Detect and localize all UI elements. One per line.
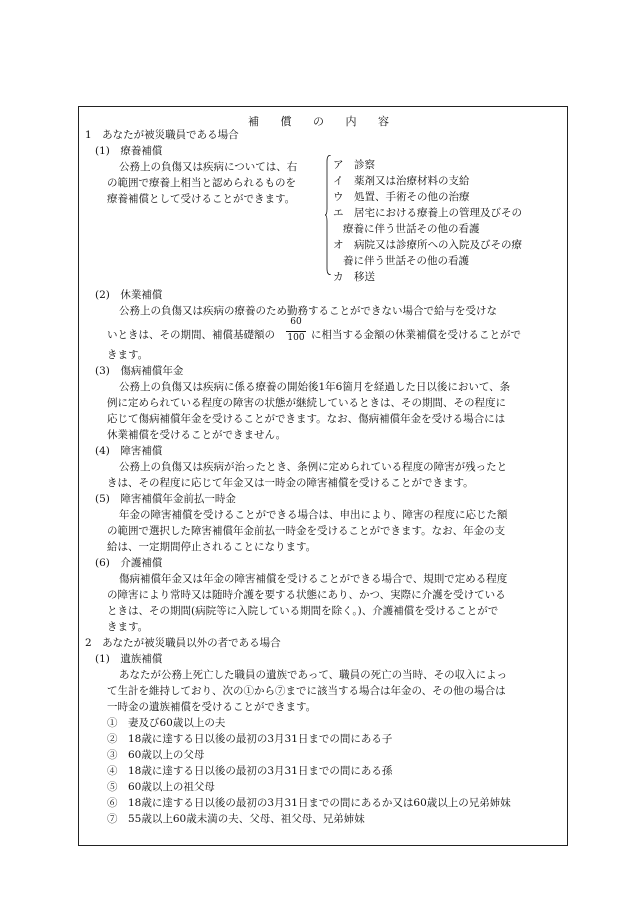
shogai-line-1: 公務上の負傷又は疾病が治ったとき、条例に定められている程度の障害が残ったと	[119, 461, 508, 473]
maebarai-line-3: 給は、一定期間停止されることになります。	[107, 541, 317, 553]
shogai-line-2: きは、その程度に応じて年金又は一時金の障害補償を受けることができます。	[107, 477, 474, 489]
kyugyo-line-2b: に相当する金額の休業補償を受けることがで	[311, 329, 521, 341]
ryoyo-item-o: オ 病院又は診療所への入院及びその療	[333, 239, 522, 251]
page-title: 補 償 の 内 容	[248, 115, 398, 128]
izoku-line-2: て生計を維持しており、次の①から⑦までに該当する場合は年金の、その他の場合は	[107, 685, 506, 697]
ryoyo-desc-3: 療養補償として受けることができます。	[107, 193, 296, 205]
content-frame	[78, 106, 568, 846]
kyugyo-heading: (2) 休業補償	[95, 289, 163, 301]
ryoyo-item-i: イ 薬剤又は治療材料の支給	[333, 175, 470, 187]
izoku-list-item-2: ② 18歳に達する日以後の最初の3月31日までの間にある子	[107, 733, 393, 745]
fraction-bar	[286, 331, 306, 332]
ryoyo-item-a: ア 診察	[333, 159, 375, 171]
izoku-list-item-6: ⑥ 18歳に達する日以後の最初の3月31日までの間にあるか又は60歳以上の兄弟姉妹	[107, 797, 511, 809]
section-2-heading: 2 あなたが被災職員以外の者である場合	[85, 637, 281, 649]
ryoyo-item-e-cont: 療養に伴う世話その他の看護	[343, 223, 480, 235]
kyugyo-line-3: きます。	[107, 349, 149, 361]
kaigo-line-3: ときは、その期間(病院等に入院している期間を除く。)、介護補償を受けることがで	[107, 605, 499, 617]
kaigo-heading: (6) 介護補償	[95, 557, 163, 569]
brace-icon	[325, 155, 331, 275]
ryoyo-heading: (1) 療養補償	[95, 145, 163, 157]
kyugyo-line-1: 公務上の負傷又は疾病の療養のため勤務することができない場合で給与を受けな	[119, 305, 497, 317]
izoku-heading: (1) 遺族補償	[95, 653, 163, 665]
izoku-list-item-7: ⑦ 55歳以上60歳未満の夫、父母、祖父母、兄弟姉妹	[107, 813, 365, 825]
ryoyo-item-e: エ 居宅における療養上の管理及びその	[333, 207, 522, 219]
maebarai-heading: (5) 障害補償年金前払一時金	[95, 493, 236, 505]
ryoyo-item-ka: カ 移送	[333, 271, 375, 283]
ryoyo-desc-1: 公務上の負傷又は疾病については、右	[119, 161, 298, 173]
shobyo-heading: (3) 傷病補償年金	[95, 365, 184, 377]
fraction-denominator: 100	[287, 333, 305, 343]
izoku-line-3: 一時金の遺族補償を受けることができます。	[107, 701, 317, 713]
izoku-line-1: あなたが公務上死亡した職員の遺族であって、職員の死亡の当時、その収入によっ	[119, 669, 508, 681]
izoku-list-item-5: ⑤ 60歳以上の祖父母	[107, 781, 215, 793]
kaigo-line-4: きます。	[107, 621, 149, 633]
kaigo-line-2: の障害により常時又は随時介護を要する状態にあり、かつ、実際に介護を受けている	[107, 589, 506, 601]
shobyo-line-2: 例に定められている程度の障害の状態が継続しているときは、その期間、その程度に	[107, 397, 506, 409]
izoku-list-item-1: ① 妻及び60歳以上の夫	[107, 717, 226, 729]
shobyo-line-3: 応じて傷病補償年金を受けることができます。なお、傷病補償年金を受ける場合には	[107, 413, 506, 425]
kaigo-line-1: 傷病補償年金又は年金の障害補償を受けることができる場合で、規則で定める程度	[119, 573, 508, 585]
shogai-heading: (4) 障害補償	[95, 445, 163, 457]
section-1-heading: 1 あなたが被災職員である場合	[85, 129, 239, 141]
shobyo-line-1: 公務上の負傷又は疾病に係る療養の開始後1年6箇月を経過した日以後において、条	[119, 381, 511, 393]
izoku-list-item-3: ③ 60歳以上の父母	[107, 749, 205, 761]
maebarai-line-2: の範囲で選択した障害補償年金前払一時金を受けることができます。なお、年金の支	[107, 525, 506, 537]
maebarai-line-1: 年金の障害補償を受けることができる場合は、申出により、障害の程度に応じた額	[119, 509, 508, 521]
ryoyo-item-o-cont: 養に伴う世話その他の看護	[343, 255, 469, 267]
shobyo-line-4: 休業補償を受けることができません。	[107, 429, 287, 441]
kyugyo-line-2a: いときは、その期間、補償基礎額の	[107, 329, 275, 341]
ryoyo-item-u: ウ 処置、手術その他の治療	[333, 191, 470, 203]
izoku-list-item-4: ④ 18歳に達する日以後の最初の3月31日までの間にある孫	[107, 765, 393, 777]
ryoyo-desc-2: の範囲で療養上相当と認められるものを	[107, 177, 296, 189]
fraction-numerator: 60	[290, 317, 302, 327]
